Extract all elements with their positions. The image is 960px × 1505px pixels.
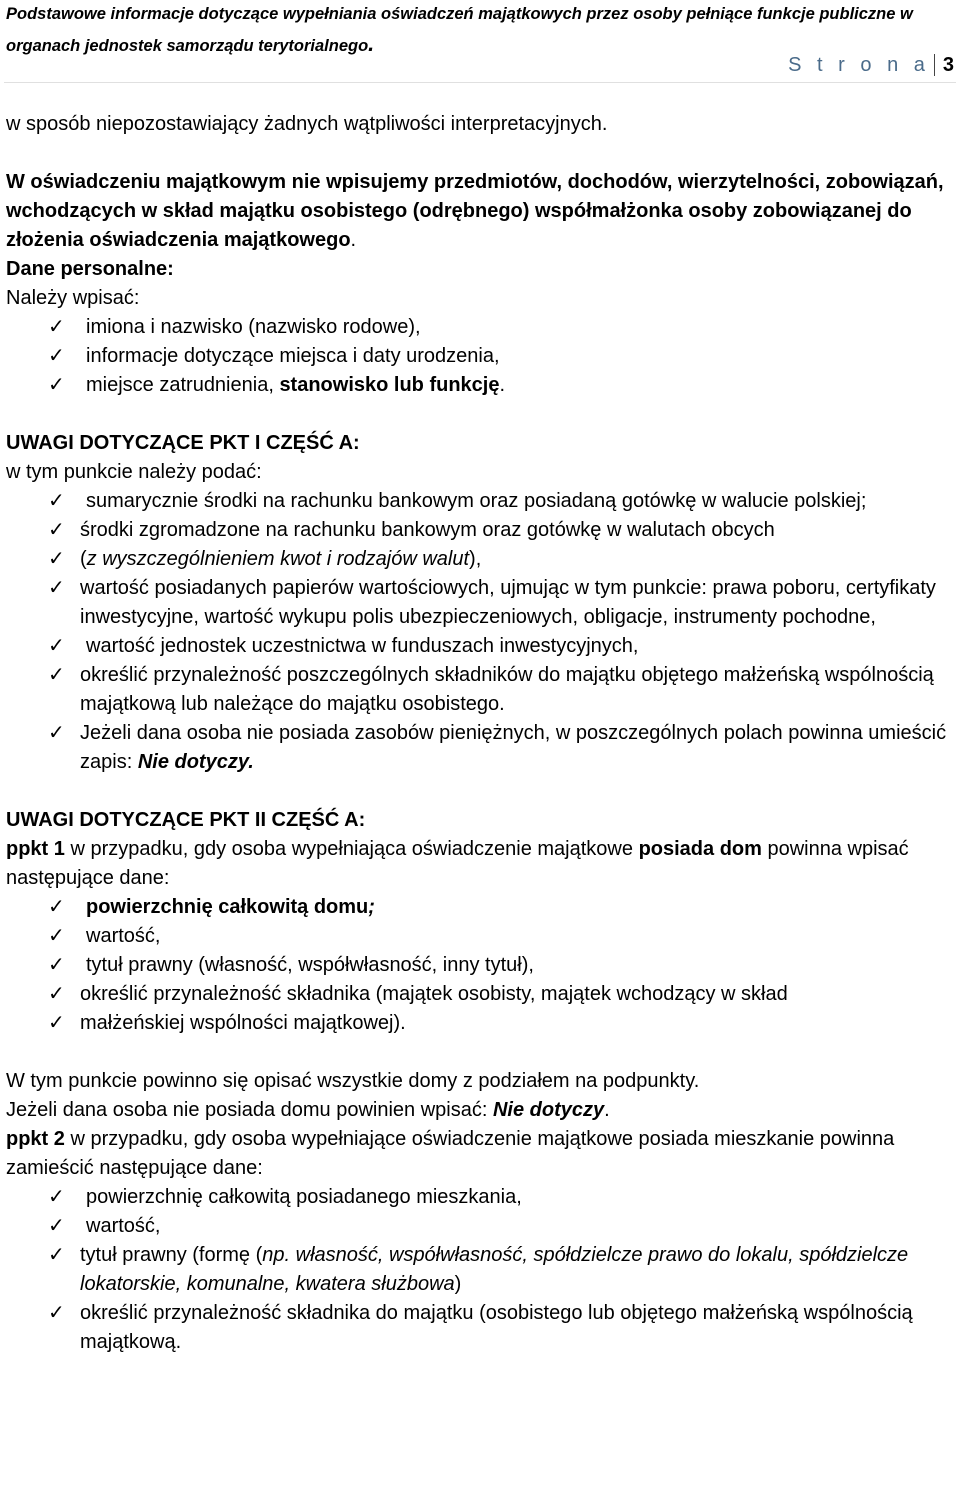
section1-heading: UWAGI DOTYCZĄCE PKT I CZĘŚĆ A: bbox=[6, 432, 360, 454]
ppkt2-intro bbox=[6, 1125, 956, 1183]
list-item-text: określić przynależność poszczególnych składników do majątku objętego małżeńską wspólnością majątkową lub należące do majątku osobistego. bbox=[80, 664, 934, 715]
check-icon: ✓ bbox=[48, 577, 65, 599]
header-title-line2: organach jednostek samorządu terytorialnego bbox=[6, 37, 369, 55]
check-icon: ✓ bbox=[48, 925, 65, 947]
check-icon: ✓ bbox=[48, 490, 65, 512]
list-item-text: tytuł prawny (własność, współwłasność, inny tytuł), bbox=[86, 954, 534, 976]
list-item-text: imiona i nazwisko (nazwisko rodowe), bbox=[86, 316, 421, 338]
list-item-text: wartość, bbox=[86, 925, 161, 947]
list-item-italic: z wyszczególnieniem kwot i rodzajów walut bbox=[86, 548, 470, 570]
ppkt1-label: ppkt 1 bbox=[6, 838, 65, 860]
list-item bbox=[6, 574, 956, 632]
list-item-close: ), bbox=[469, 548, 482, 570]
list-item-text: małżeńskiej wspólności majątkowej). bbox=[80, 1012, 406, 1034]
header-title-line1: Podstawowe informacje dotyczące wypełniania oświadczeń majątkowych przez osoby pełniące funkcje publiczne w bbox=[6, 5, 913, 23]
section2-heading: UWAGI DOTYCZĄCE PKT II CZĘŚĆ A: bbox=[6, 809, 366, 831]
list-item bbox=[6, 1009, 956, 1038]
list-item-text: określić przynależność składnika (majątek osobisty, majątek wchodzący w skład bbox=[80, 983, 788, 1005]
list-item bbox=[6, 487, 956, 516]
check-icon: ✓ bbox=[48, 896, 65, 918]
ppkt1-intro bbox=[6, 835, 956, 893]
intro-note-text: W oświadczeniu majątkowym nie wpisujemy przedmiotów, dochodów, wierzytelności, zobowiązań, wchodzących w skład majątku osobistego (odrębnego) współmałżonka osoby zobowiązanej do złożenia oświadczenia majątkowego bbox=[6, 171, 944, 251]
note2-text: Jeżeli dana osoba nie posiada domu powinien wpisać: bbox=[6, 1099, 493, 1121]
list-item bbox=[6, 1212, 956, 1241]
section1-list bbox=[6, 487, 956, 777]
header-title-dot: . bbox=[368, 31, 375, 56]
section1-lead: w tym punkcie należy podać: bbox=[6, 461, 262, 483]
spacer bbox=[6, 1038, 956, 1067]
check-icon: ✓ bbox=[48, 1215, 65, 1237]
check-icon: ✓ bbox=[48, 316, 65, 338]
list-item bbox=[6, 980, 956, 1009]
list-item-italic: np. własność, współwłasność, spółdzielcze prawo do lokalu, spółdzielcze lokatorskie, komunalne, kwatera służbowa bbox=[80, 1244, 909, 1295]
intro-continuation: w sposób niepozostawiający żadnych wątpliwości interpretacyjnych. bbox=[6, 113, 608, 135]
list-item-close: ) bbox=[454, 1273, 462, 1295]
list-item bbox=[6, 1299, 956, 1357]
personal-lead: Należy wpisać: bbox=[6, 287, 140, 309]
list-item-text: określić przynależność składnika do majątku (osobistego lub objętego małżeńską wspólnością majątkową. bbox=[80, 1302, 913, 1353]
ppkt1-text: w przypadku, gdy osoba wypełniająca oświadczenie majątkowe bbox=[64, 838, 639, 860]
ppkt2-list bbox=[6, 1183, 956, 1357]
list-item-text: tytuł prawny (formę ( bbox=[80, 1244, 263, 1266]
page-number: 3 bbox=[934, 54, 954, 76]
list-item bbox=[6, 893, 956, 922]
list-item bbox=[6, 545, 956, 574]
list-item-text: wartość posiadanych papierów wartościowych, ujmując w tym punkcie: prawa poboru, certyfikaty inwestycyjne, wartość wykupu polis ubezpieczeniowych, obligacje, instrumenty pochodne, bbox=[80, 577, 936, 628]
intro-note-end: . bbox=[350, 229, 357, 251]
list-item-text: wartość, bbox=[86, 1215, 161, 1237]
personal-heading: Dane personalne: bbox=[6, 258, 174, 280]
check-icon: ✓ bbox=[48, 548, 65, 570]
check-icon: ✓ bbox=[48, 664, 65, 686]
list-item-text: wartość jednostek uczestnictwa w funduszach inwestycyjnych, bbox=[86, 635, 639, 657]
check-icon: ✓ bbox=[48, 722, 65, 744]
check-icon: ✓ bbox=[48, 983, 65, 1005]
ppkt2-label: ppkt 2 bbox=[6, 1128, 65, 1150]
page-indicator bbox=[788, 52, 954, 78]
spacer bbox=[6, 139, 956, 155]
list-item-bold-italic: ; bbox=[368, 896, 375, 918]
ppkt1-list bbox=[6, 893, 956, 1038]
list-item-bold-italic: Nie dotyczy. bbox=[137, 751, 254, 773]
list-item bbox=[6, 719, 956, 777]
check-icon: ✓ bbox=[48, 1012, 65, 1034]
ppkt1-note2 bbox=[6, 1096, 956, 1125]
intro-note bbox=[6, 168, 956, 255]
list-item-text: powierzchnię całkowitą posiadanego mieszkania, bbox=[86, 1186, 522, 1208]
check-icon: ✓ bbox=[48, 345, 65, 367]
ppkt1-note1: W tym punkcie powinno się opisać wszystkie domy z podziałem na podpunkty. bbox=[6, 1070, 700, 1092]
ppkt1-rest: powinna wpisać następujące dane: bbox=[6, 838, 909, 889]
list-item bbox=[6, 1183, 956, 1212]
list-item bbox=[6, 1241, 956, 1299]
check-icon: ✓ bbox=[48, 374, 65, 396]
list-item-text: informacje dotyczące miejsca i daty urodzenia, bbox=[86, 345, 500, 367]
list-item-text: środki zgromadzone na rachunku bankowym oraz gotówkę w walutach obcych bbox=[80, 519, 775, 541]
ppkt2-text: w przypadku, gdy osoba wypełniające oświadczenie majątkowe posiada mieszkanie powinna zamieścić następujące dane: bbox=[6, 1128, 895, 1179]
list-item-end: . bbox=[499, 374, 506, 396]
check-icon: ✓ bbox=[48, 954, 65, 976]
list-item-bold: stanowisko lub funkcję bbox=[279, 374, 500, 396]
list-item-text: miejsce zatrudnienia, bbox=[86, 374, 280, 396]
list-item bbox=[6, 342, 956, 371]
list-item bbox=[6, 516, 956, 545]
list-item bbox=[6, 632, 956, 661]
check-icon: ✓ bbox=[48, 519, 65, 541]
note2-emphasis: Nie dotyczy bbox=[492, 1099, 605, 1121]
list-item-text: sumarycznie środki na rachunku bankowym oraz posiadaną gotówkę w walucie polskiej; bbox=[86, 490, 867, 512]
page-label: S t r o n a bbox=[788, 54, 930, 76]
header-divider bbox=[4, 82, 956, 83]
ppkt1-bold: posiada dom bbox=[638, 838, 762, 860]
check-icon: ✓ bbox=[48, 1302, 65, 1324]
list-item bbox=[6, 922, 956, 951]
personal-list bbox=[6, 313, 956, 400]
list-item-open: ( bbox=[80, 548, 87, 570]
note2-end: . bbox=[604, 1099, 610, 1121]
list-item bbox=[6, 951, 956, 980]
list-item bbox=[6, 371, 956, 400]
check-icon: ✓ bbox=[48, 1186, 65, 1208]
check-icon: ✓ bbox=[48, 635, 65, 657]
list-item-text: Jeżeli dana osoba nie posiada zasobów pieniężnych, w poszczególnych polach powinna umieścić zapis: bbox=[80, 722, 947, 773]
check-icon: ✓ bbox=[48, 1244, 65, 1266]
list-item-bold: powierzchnię całkowitą domu bbox=[86, 896, 369, 918]
document-body bbox=[6, 110, 956, 1357]
list-item bbox=[6, 313, 956, 342]
list-item bbox=[6, 661, 956, 719]
